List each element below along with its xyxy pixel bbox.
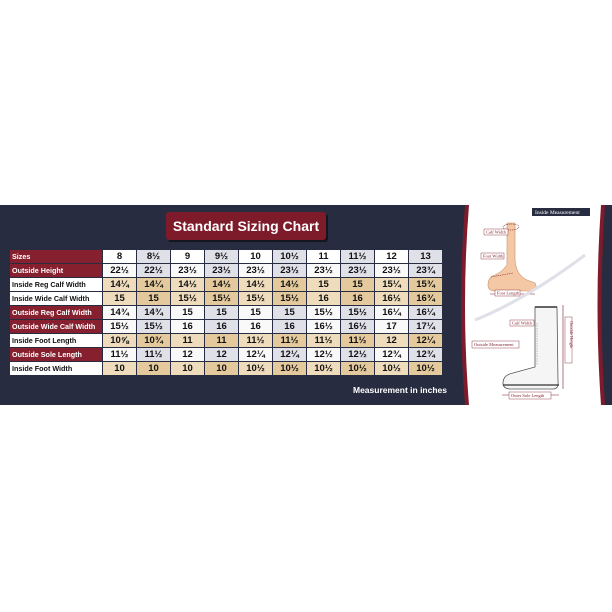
value-cell: 16¼ <box>375 306 408 319</box>
sizes-label: Sizes <box>10 250 102 263</box>
table-row <box>10 292 442 305</box>
measurement-note: Measurement in inches <box>353 385 448 395</box>
value-cell: 10½ <box>375 362 408 375</box>
value-cell: 22½ <box>137 264 170 277</box>
value-cell: 11½ <box>307 334 340 347</box>
row-label: Outside Wide Calf Width <box>10 320 102 333</box>
row-label: Outside Height <box>10 264 102 277</box>
value-cell: 12¾ <box>409 348 442 361</box>
value-cell: 15½ <box>137 320 170 333</box>
value-cell: 10 <box>103 362 136 375</box>
size-cell: 10½ <box>273 250 306 263</box>
foot-width-label: Foot Width <box>483 253 504 259</box>
value-cell: 15 <box>307 278 340 291</box>
value-cell: 12¼ <box>239 348 272 361</box>
value-cell: 10½ <box>307 362 340 375</box>
value-cell: 11½ <box>239 334 272 347</box>
measurement-diagram <box>455 205 612 405</box>
value-cell: 17 <box>375 320 408 333</box>
value-cell: 11 <box>171 334 204 347</box>
table-row <box>10 264 442 277</box>
value-cell: 16 <box>171 320 204 333</box>
table-row <box>10 278 442 291</box>
value-cell: 12½ <box>307 348 340 361</box>
value-cell: 15 <box>239 306 272 319</box>
value-cell: 11½ <box>341 334 374 347</box>
value-cell: 10 <box>137 362 170 375</box>
value-cell: 10½ <box>239 362 272 375</box>
value-cell: 16¾ <box>409 292 442 305</box>
row-label: Inside Wide Calf Width <box>10 292 102 305</box>
row-label: Outside Reg Calf Width <box>10 306 102 319</box>
size-cell: 11 <box>307 250 340 263</box>
sizing-table <box>9 249 443 376</box>
row-label: Inside Foot Width <box>10 362 102 375</box>
size-cell: 12 <box>375 250 408 263</box>
table-row <box>10 306 442 319</box>
table-row <box>10 320 442 333</box>
value-cell: 15 <box>205 306 238 319</box>
value-cell: 15¼ <box>375 278 408 291</box>
value-cell: 11½ <box>103 348 136 361</box>
value-cell: 15 <box>137 292 170 305</box>
outside-height-label: Outside Height <box>569 321 574 349</box>
value-cell: 15¾ <box>409 278 442 291</box>
value-cell: 15½ <box>273 292 306 305</box>
value-cell: 12¼ <box>409 334 442 347</box>
size-cell: 9 <box>171 250 204 263</box>
value-cell: 10 <box>171 362 204 375</box>
value-cell: 10 <box>205 362 238 375</box>
outside-measurement-title: Outside Measurement <box>474 342 514 347</box>
value-cell: 16 <box>205 320 238 333</box>
value-cell: 12½ <box>341 348 374 361</box>
inside-measurement-title: Inside Measurement <box>535 210 580 216</box>
calf-width-label: Calf Width <box>486 229 506 235</box>
size-cell: 11½ <box>341 250 374 263</box>
value-cell: 10½ <box>273 362 306 375</box>
value-cell: 14¼ <box>137 278 170 291</box>
foot-length-label: Foot Length <box>497 290 520 296</box>
value-cell: 15½ <box>171 292 204 305</box>
table-row <box>10 334 442 347</box>
size-cell: 9½ <box>205 250 238 263</box>
value-cell: 16¼ <box>409 306 442 319</box>
value-cell: 16½ <box>375 292 408 305</box>
value-cell: 15 <box>103 292 136 305</box>
value-cell: 15½ <box>307 306 340 319</box>
value-cell: 16½ <box>307 320 340 333</box>
size-cell: 10 <box>239 250 272 263</box>
value-cell: 11 <box>205 334 238 347</box>
value-cell: 15½ <box>103 320 136 333</box>
value-cell: 23½ <box>239 264 272 277</box>
size-cell: 8½ <box>137 250 170 263</box>
table-row <box>10 362 442 375</box>
value-cell: 10½ <box>409 362 442 375</box>
value-cell: 16 <box>307 292 340 305</box>
value-cell: 14½ <box>273 278 306 291</box>
value-cell: 22½ <box>103 264 136 277</box>
sizes-row <box>10 250 442 263</box>
value-cell: 10¾ <box>137 334 170 347</box>
outer-sole-length-label: Outer Sole Length <box>511 393 545 398</box>
chart-title: Standard Sizing Chart <box>166 212 326 240</box>
size-cell: 13 <box>409 250 442 263</box>
value-cell: 11½ <box>273 334 306 347</box>
row-label: Outside Sole Length <box>10 348 102 361</box>
measurement-illustration <box>455 205 612 405</box>
value-cell: 14¾ <box>137 306 170 319</box>
value-cell: 12¾ <box>375 348 408 361</box>
value-cell: 23½ <box>273 264 306 277</box>
value-cell: 14¼ <box>103 278 136 291</box>
row-label: Inside Foot Length <box>10 334 102 347</box>
value-cell: 16 <box>341 292 374 305</box>
value-cell: 23½ <box>341 264 374 277</box>
value-cell: 23½ <box>307 264 340 277</box>
value-cell: 16 <box>239 320 272 333</box>
value-cell: 23¾ <box>409 264 442 277</box>
row-label: Inside Reg Calf Width <box>10 278 102 291</box>
value-cell: 12¼ <box>273 348 306 361</box>
value-cell: 17¼ <box>409 320 442 333</box>
value-cell: 23½ <box>375 264 408 277</box>
value-cell: 14½ <box>205 278 238 291</box>
value-cell: 15½ <box>341 306 374 319</box>
value-cell: 23½ <box>171 264 204 277</box>
value-cell: 23½ <box>205 264 238 277</box>
value-cell: 16½ <box>341 320 374 333</box>
value-cell: 12 <box>375 334 408 347</box>
value-cell: 15 <box>171 306 204 319</box>
value-cell: 14½ <box>171 278 204 291</box>
value-cell: 15 <box>341 278 374 291</box>
outside-calf-width-label: Calf Width <box>512 320 532 326</box>
value-cell: 14½ <box>239 278 272 291</box>
value-cell: 12 <box>205 348 238 361</box>
value-cell: 11½ <box>137 348 170 361</box>
table-row <box>10 348 442 361</box>
value-cell: 15½ <box>205 292 238 305</box>
value-cell: 12 <box>171 348 204 361</box>
value-cell: 10½ <box>341 362 374 375</box>
value-cell: 16 <box>273 320 306 333</box>
size-cell: 8 <box>103 250 136 263</box>
value-cell: 10⅝ <box>103 334 136 347</box>
value-cell: 15 <box>273 306 306 319</box>
value-cell: 14¾ <box>103 306 136 319</box>
value-cell: 15½ <box>239 292 272 305</box>
